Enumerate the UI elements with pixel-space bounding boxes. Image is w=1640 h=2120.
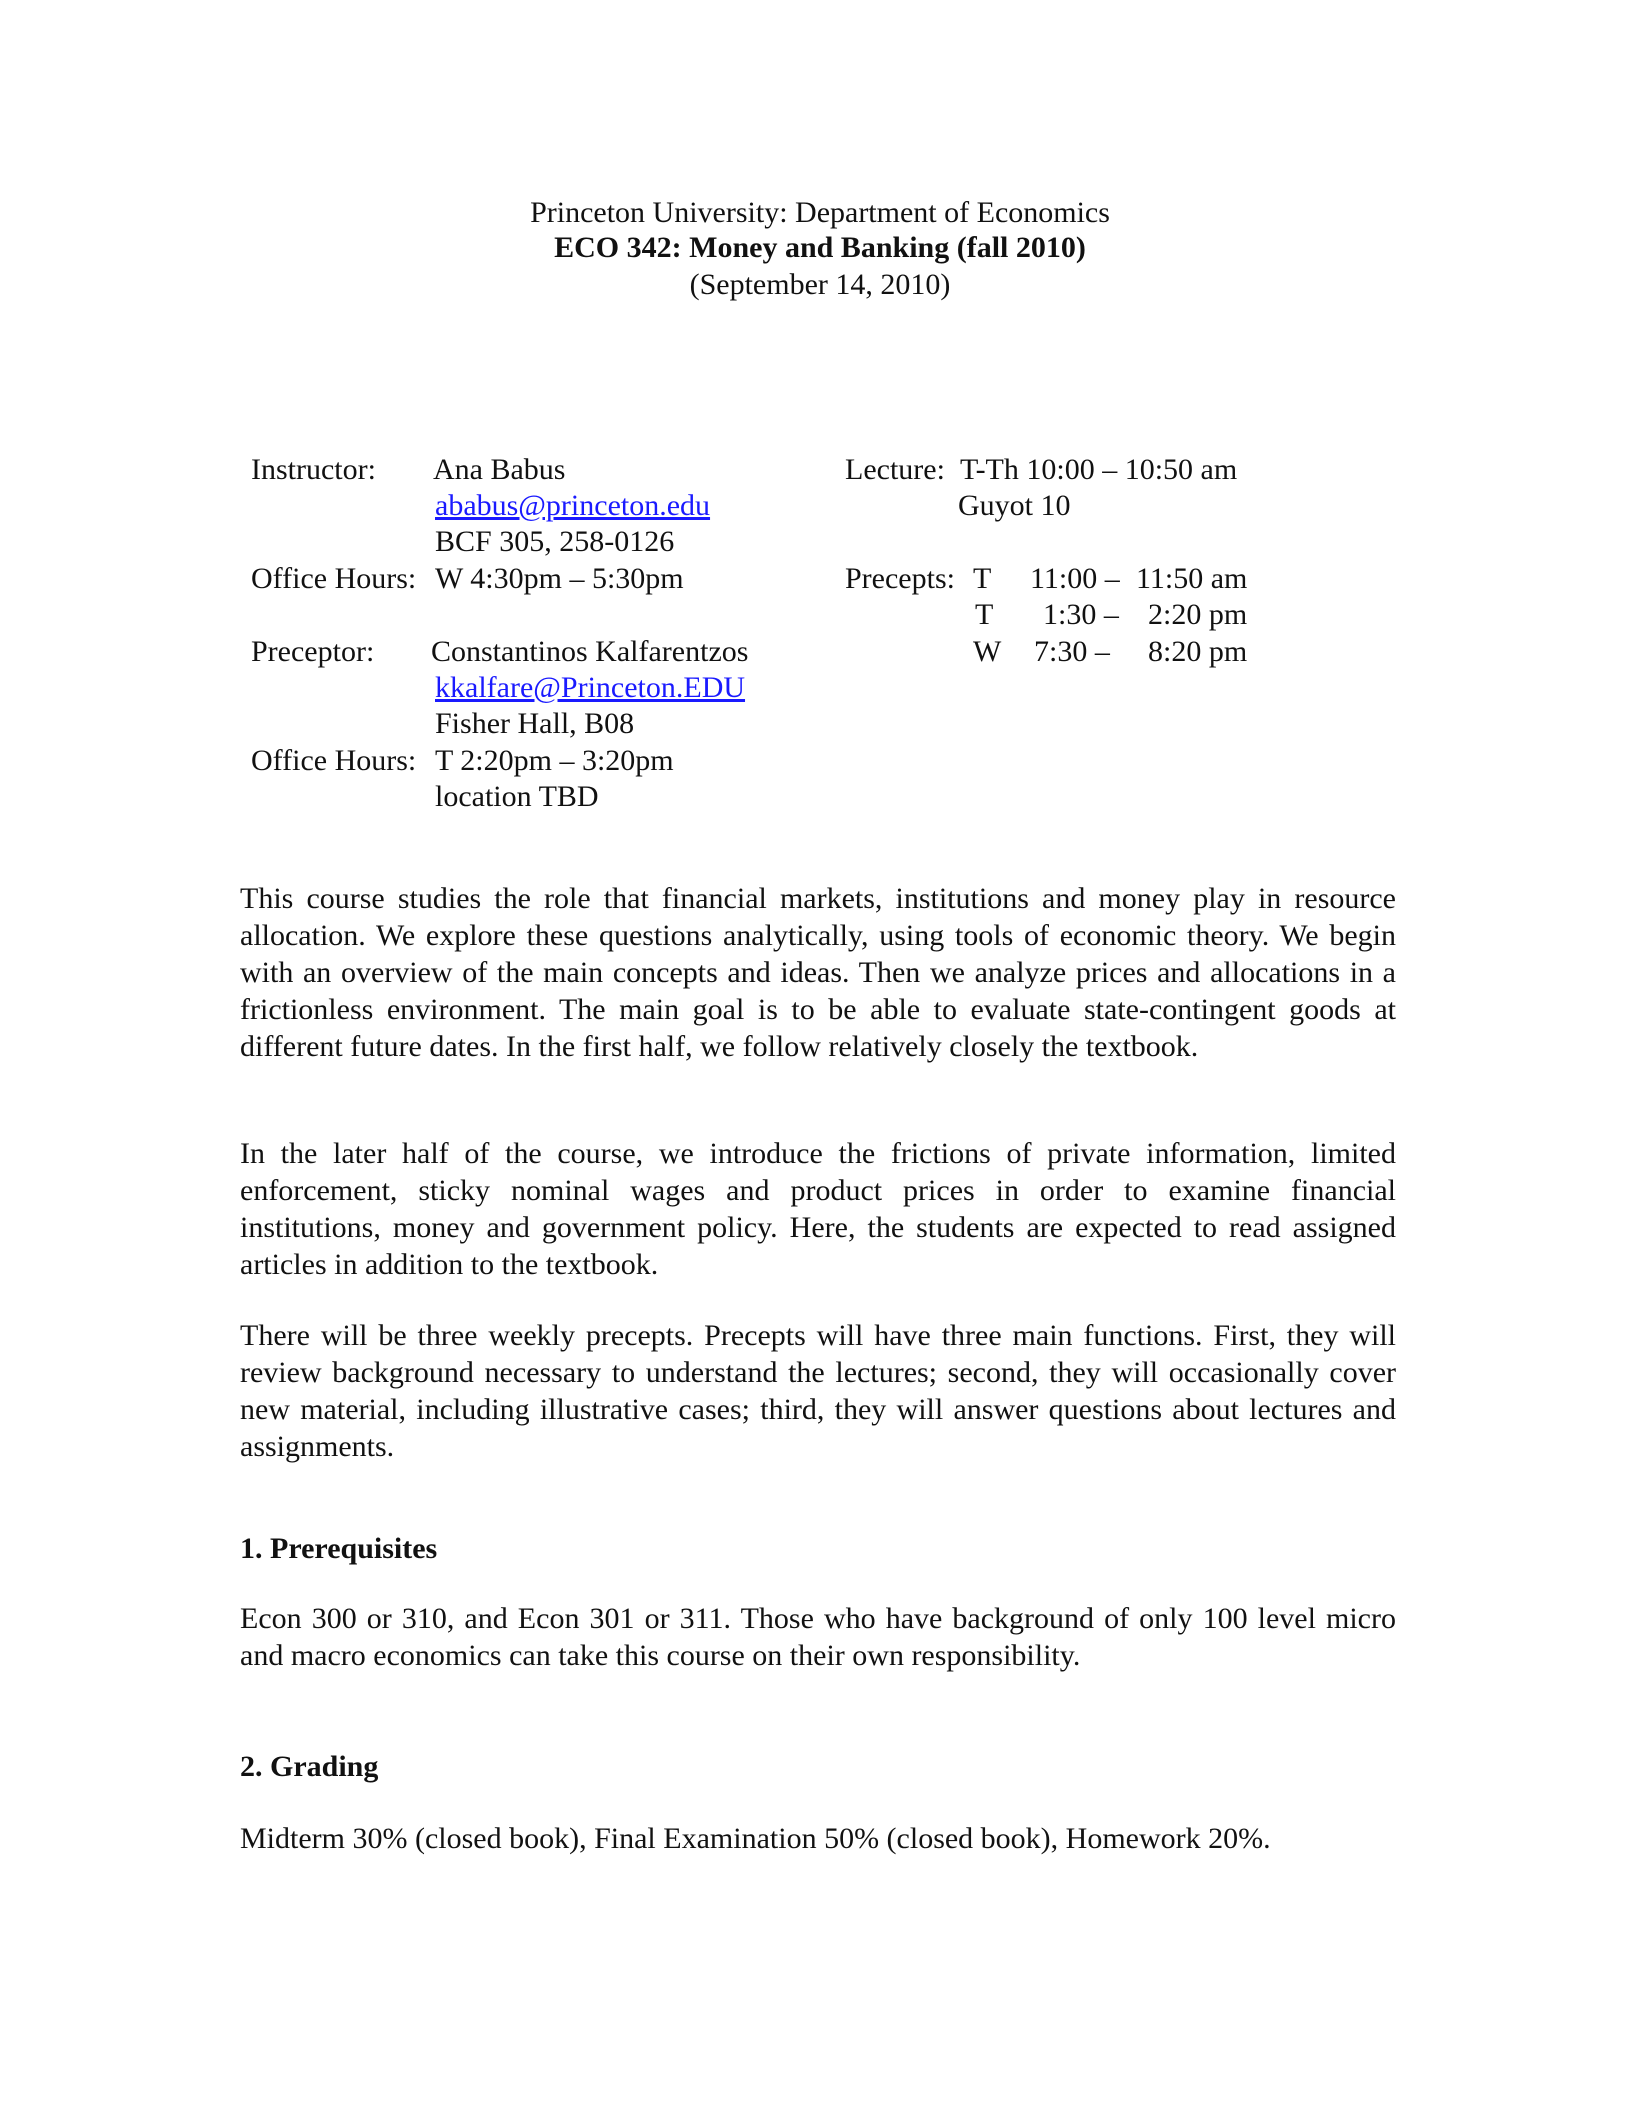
preceptor-email-link[interactable]: kkalfare@Princeton.EDU	[435, 671, 746, 704]
preceptor-label: Preceptor:	[251, 635, 375, 668]
instructor-name: Ana Babus	[433, 453, 566, 486]
department-title: Princeton University: Department of Economics	[530, 196, 1110, 229]
precept-start: 1:30 –	[1043, 598, 1119, 631]
precept-end: 11:50 am	[1136, 562, 1248, 595]
intro-paragraph: This course studies the role that financial markets, institutions and money play in resource allocation. We explore these questions analytically, using tools of economic theory. We begin with an overview of the main concepts and ideas. Then we analyze prices and allocations in a frictionless environment. The main goal is to be able to evaluate state-contingent goods at different future dates. In the first half, we follow relatively closely the textbook.	[240, 882, 1396, 1063]
preceptor-name: Constantinos Kalfarentzos	[431, 635, 749, 668]
lecture-label: Lecture:	[845, 453, 945, 486]
intro-paragraph: There will be three weekly precepts. Precepts will have three main functions. First, they will review background necessary to understand the lectures; second, they will occasionally cover new material, including illustrative cases; third, they will answer questions about lectures and assignments.	[240, 1319, 1396, 1463]
section-body-grading: Midterm 30% (closed book), Final Examination 50% (closed book), Homework 20%.	[240, 1822, 1271, 1855]
instructor-office-hours: W 4:30pm – 5:30pm	[435, 562, 684, 595]
precept-start: 11:00 –	[1030, 562, 1120, 595]
preceptor-office-hours: T 2:20pm – 3:20pm	[435, 744, 674, 777]
instructor-office-hours-label: Office Hours:	[251, 562, 417, 595]
precept-day: W	[973, 635, 1002, 668]
precept-end: 2:20 pm	[1148, 598, 1248, 631]
lecture-time: T-Th 10:00 – 10:50 am	[960, 453, 1238, 486]
precept-day: T	[975, 598, 994, 631]
section-heading-grading: 2. Grading	[240, 1750, 379, 1783]
precept-day: T	[973, 562, 992, 595]
course-title: ECO 342: Money and Banking (fall 2010)	[554, 231, 1086, 264]
instructor-email-link[interactable]: ababus@princeton.edu	[435, 489, 711, 522]
precepts-label: Precepts:	[845, 562, 955, 595]
preceptor-office: Fisher Hall, B08	[435, 707, 635, 740]
instructor-office: BCF 305, 258-0126	[435, 525, 675, 558]
lecture-room: Guyot 10	[958, 489, 1071, 522]
document-date: (September 14, 2010)	[689, 268, 951, 301]
instructor-label: Instructor:	[251, 453, 376, 486]
precept-start: 7:30 –	[1034, 635, 1110, 668]
section-heading-prerequisites: 1. Prerequisites	[240, 1532, 438, 1565]
intro-paragraph: In the later half of the course, we introduce the frictions of private information, limited enforcement, sticky nominal wages and product prices in order to examine financial institutions, money and government policy. Here, the students are expected to read assigned articles in addition to the textbook.	[240, 1137, 1396, 1281]
preceptor-location: location TBD	[435, 780, 599, 813]
section-body-prerequisites: Econ 300 or 310, and Econ 301 or 311. Those who have background of only 100 level micro and macro economics can take this course on their own responsibility.	[240, 1602, 1396, 1672]
preceptor-office-hours-label: Office Hours:	[251, 744, 417, 777]
precept-end: 8:20 pm	[1148, 635, 1248, 668]
